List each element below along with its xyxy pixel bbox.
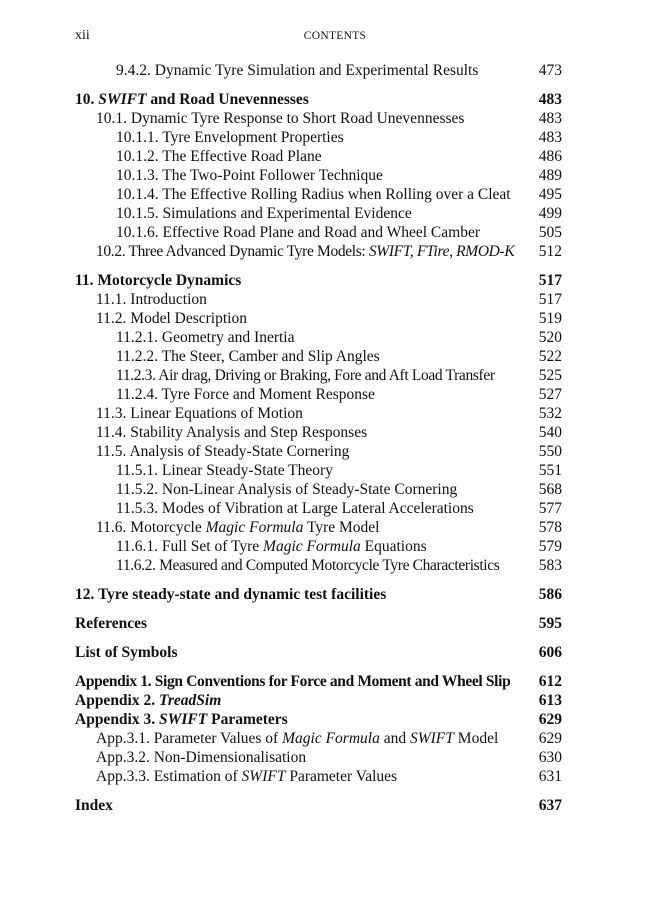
toc-entry-title	[75, 710, 288, 729]
toc-title-part: 10.	[75, 91, 99, 108]
toc-entry	[0, 423, 670, 442]
toc-entry-title	[116, 385, 375, 404]
toc-entry-title	[75, 643, 178, 662]
toc-entry-title	[116, 537, 427, 556]
toc-page-number: 595	[538, 615, 562, 632]
toc-entry-title	[116, 61, 478, 80]
toc-title-part: 10.2. Three Advanced Dynamic Tyre Models:	[96, 243, 369, 260]
toc-title-part: 11.2.2. The Steer, Camber and Slip Angles	[116, 348, 380, 365]
toc-entry	[0, 385, 670, 404]
toc-title-part: 10.1.5. Simulations and Experimental Evidence	[116, 205, 412, 222]
toc-page-number: 550	[538, 443, 562, 460]
toc-entry-title	[75, 271, 241, 290]
toc-page-number: 519	[538, 310, 562, 327]
toc-page-number: 551	[538, 462, 562, 479]
toc-page-number: 486	[538, 148, 562, 165]
toc-title-part: App.3.1. Parameter Values of	[96, 730, 283, 747]
toc-title-part: Parameter Values	[285, 768, 398, 785]
toc-entry	[0, 672, 670, 691]
toc-entry	[0, 328, 670, 347]
toc-title-part: Model	[453, 730, 499, 747]
toc-page-number: 489	[538, 167, 562, 184]
toc-entry	[0, 691, 670, 710]
toc-page-number: 540	[538, 424, 562, 441]
toc-entry	[0, 61, 670, 80]
toc-entry	[0, 90, 670, 109]
toc-page-number: 525	[538, 367, 562, 384]
toc-page-number: 505	[538, 224, 562, 241]
toc-title-part: Equations	[360, 538, 427, 555]
toc-title-part: 10.1.1. Tyre Envelopment Properties	[116, 129, 344, 146]
toc-page-number: 613	[538, 692, 562, 709]
toc-entry-title	[96, 442, 349, 461]
toc-entry	[0, 499, 670, 518]
page-number: xii	[75, 28, 90, 43]
toc-title-part: 12. Tyre steady-state and dynamic test facilities	[75, 586, 387, 603]
toc-entry	[0, 442, 670, 461]
toc-title-italic-part: Magic Formula	[263, 538, 361, 555]
toc-page-number: 483	[538, 129, 562, 146]
toc-entry-title	[75, 585, 386, 604]
toc-title-part: Tyre Model	[303, 519, 380, 536]
toc-entry	[0, 242, 670, 261]
toc-entry	[0, 185, 670, 204]
toc-page-number: 512	[538, 243, 562, 260]
toc-title-italic-part: Magic Formula	[282, 730, 380, 747]
toc-title-italic-part: TreadSim	[159, 692, 222, 709]
toc-title-part: 11.6.1. Full Set of Tyre	[116, 538, 264, 555]
toc-title-part: 11.6. Motorcycle	[96, 519, 206, 536]
toc-title-part: Parameters	[207, 711, 288, 728]
toc-title-part: App.3.2. Non-Dimensionalisation	[96, 749, 307, 766]
toc-entry-title	[116, 461, 333, 480]
toc-entry-title	[96, 109, 464, 128]
toc-entry-title	[96, 423, 367, 442]
toc-page-number: 495	[538, 186, 562, 203]
toc-entry	[0, 309, 670, 328]
toc-entry-title	[116, 328, 294, 347]
toc-page-number: 637	[538, 797, 562, 814]
toc-entry-title	[116, 166, 383, 185]
toc-title-part: References	[75, 615, 148, 632]
toc-entry-title	[96, 729, 498, 748]
toc-entry	[0, 480, 670, 499]
toc-title-part: 10.1.6. Effective Road Plane and Road and Wheel Camber	[116, 224, 481, 241]
toc-entry	[0, 614, 670, 633]
toc-entry	[0, 796, 670, 815]
toc-page-number: 568	[538, 481, 562, 498]
toc-title-part: List of Symbols	[75, 644, 178, 661]
toc-entry	[0, 166, 670, 185]
toc-title-part: 11. Motorcycle Dynamics	[75, 272, 242, 289]
toc-page-number: 612	[538, 673, 562, 690]
toc-entry-title	[116, 128, 344, 147]
toc-title-part: 11.2. Model Description	[96, 310, 247, 327]
toc-entry-title	[96, 767, 397, 786]
toc-title-part: Appendix 3.	[75, 711, 159, 728]
toc-entry	[0, 748, 670, 767]
toc-entry	[0, 128, 670, 147]
toc-title-part: 11.2.3. Air drag, Driving or Braking, Fore and Aft Load Transfer	[116, 367, 495, 384]
toc-page-number: 483	[538, 91, 562, 108]
toc-title-part: App.3.3. Estimation of	[96, 768, 242, 785]
toc-entry-title	[116, 347, 380, 366]
toc-entry-title	[96, 748, 306, 767]
toc-entry-title	[96, 518, 379, 537]
toc-page-number: 630	[538, 749, 562, 766]
toc-page-number: 631	[538, 768, 562, 785]
toc-entry	[0, 223, 670, 242]
toc-entry-title	[96, 242, 514, 261]
toc-entry	[0, 767, 670, 786]
toc-entry	[0, 290, 670, 309]
toc-title-part: 10.1.3. The Two-Point Follower Technique	[116, 167, 383, 184]
toc-title-part: 11.5.1. Linear Steady-State Theory	[116, 462, 333, 479]
toc-entry-title	[116, 147, 322, 166]
toc-page-number: 586	[538, 586, 562, 603]
toc-title-italic-part: SWIFT	[98, 91, 147, 108]
toc-page-number: 577	[538, 500, 562, 517]
toc-entry	[0, 710, 670, 729]
toc-entry	[0, 204, 670, 223]
toc-title-part: 10.1.2. The Effective Road Plane	[116, 148, 322, 165]
toc-title-part: 10.1. Dynamic Tyre Response to Short Road Unevennesses	[96, 110, 465, 127]
toc-page-number: 579	[538, 538, 562, 555]
toc-title-italic-part: Magic Formula	[205, 519, 304, 536]
toc-title-part: 11.1. Introduction	[96, 291, 207, 308]
toc-entry	[0, 585, 670, 604]
toc-entry-title	[96, 290, 207, 309]
toc-entry	[0, 556, 670, 575]
toc-entry	[0, 347, 670, 366]
toc-title-part: 11.5.3. Modes of Vibration at Large Lateral Accelerations	[116, 500, 474, 517]
toc-entry-title	[116, 366, 495, 385]
toc-entry-title	[116, 556, 499, 575]
toc-page-number: 629	[538, 711, 562, 728]
toc-title-part: 10.1.4. The Effective Rolling Radius when Rolling over a Cleat	[116, 186, 511, 203]
toc-title-part: Index	[75, 797, 113, 814]
toc-page-number: 499	[538, 205, 562, 222]
toc-page-number: 583	[538, 557, 562, 574]
toc-entry	[0, 109, 670, 128]
toc-entry	[0, 366, 670, 385]
toc-page-number: 522	[538, 348, 562, 365]
toc-title-part: 11.4. Stability Analysis and Step Responses	[96, 424, 368, 441]
toc-page-number: 483	[538, 110, 562, 127]
toc-page-number: 517	[538, 291, 562, 308]
toc-title-part: 11.2.1. Geometry and Inertia	[116, 329, 295, 346]
toc-page-number: 517	[538, 272, 562, 289]
toc-page-number: 606	[538, 644, 562, 661]
toc-title-part: 11.2.4. Tyre Force and Moment Response	[116, 386, 375, 403]
toc-entry-title	[116, 185, 511, 204]
toc-entry-title	[116, 480, 457, 499]
toc-title-part: 9.4.2. Dynamic Tyre Simulation and Experimental Results	[116, 62, 479, 79]
page-header	[0, 28, 670, 48]
toc-title-part: and	[379, 730, 410, 747]
toc-title-part: 11.5. Analysis of Steady-State Cornering	[96, 443, 350, 460]
toc-title-italic-part: SWIFT	[159, 711, 208, 728]
toc-entry	[0, 147, 670, 166]
toc-title-part: 11.6.2. Measured and Computed Motorcycle Tyre Characteristics	[116, 557, 500, 574]
toc-entry-title	[75, 672, 510, 691]
toc-page-number: 520	[538, 329, 562, 346]
toc-entry	[0, 271, 670, 290]
toc-page-number: 532	[538, 405, 562, 422]
toc-title-part: 11.3. Linear Equations of Motion	[96, 405, 303, 422]
toc-title-italic-part: SWIFT, FTire, RMOD-K	[368, 243, 515, 260]
toc-page-number: 527	[538, 386, 562, 403]
toc-entry	[0, 729, 670, 748]
toc-title-part: 11.5.2. Non-Linear Analysis of Steady-State Cornering	[116, 481, 458, 498]
toc-entry	[0, 404, 670, 423]
running-title: CONTENTS	[303, 30, 367, 42]
toc-title-part: and Road Unevennesses	[146, 91, 309, 108]
toc-entry-title	[75, 90, 309, 109]
toc-title-italic-part: SWIFT	[241, 768, 286, 785]
toc-page-number: 473	[538, 62, 562, 79]
toc-entry-title	[116, 223, 480, 242]
toc-title-part: Appendix 1. Sign Conventions for Force and Moment and Wheel Slip	[75, 673, 511, 690]
toc-entry-title	[75, 614, 147, 633]
toc-entry	[0, 643, 670, 662]
toc-title-part: Appendix 2.	[75, 692, 159, 709]
toc-entry	[0, 518, 670, 537]
toc-entry	[0, 461, 670, 480]
toc-entry	[0, 537, 670, 556]
toc-entry-title	[96, 309, 247, 328]
toc-entry-title	[75, 796, 113, 815]
toc-entry-title	[116, 204, 412, 223]
table-of-contents	[0, 61, 670, 815]
toc-entry-title	[75, 691, 221, 710]
toc-entry-title	[116, 499, 474, 518]
toc-page-number: 578	[538, 519, 562, 536]
toc-entry-title	[96, 404, 303, 423]
toc-title-italic-part: SWIFT	[409, 730, 454, 747]
toc-page-number: 629	[538, 730, 562, 747]
